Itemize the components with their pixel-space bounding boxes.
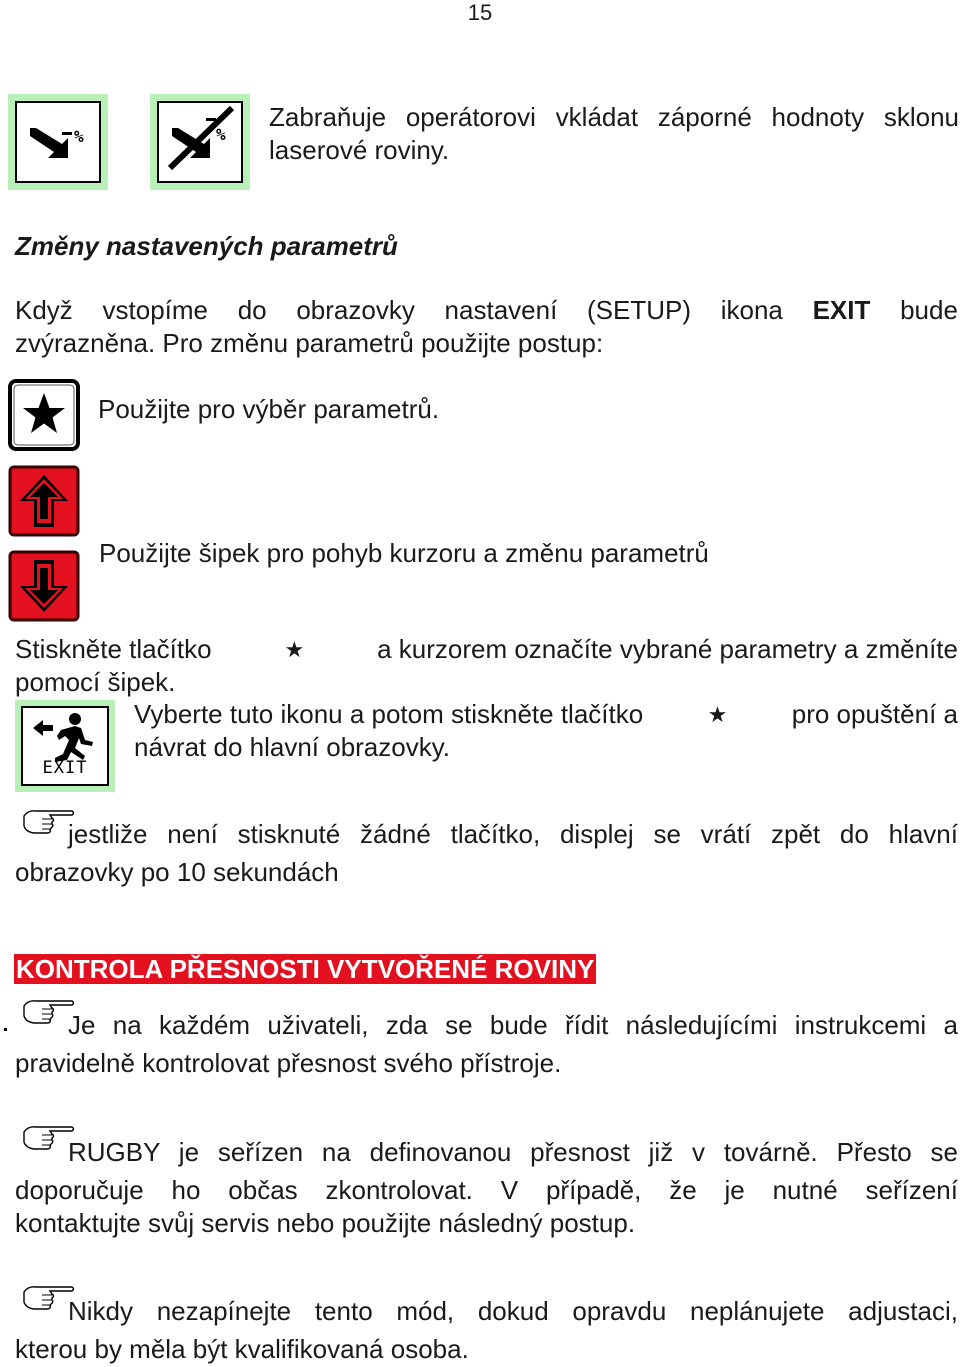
word: nastavení [444, 295, 558, 325]
word: vstopíme [102, 295, 209, 325]
note-factory-calibration-line1: RUGBY je seřízen na definovanou přesnost již v továrně. Přesto se [68, 1137, 958, 1167]
note-user-responsibility-line1: Je na každém uživateli, zda se bude řídit následujícími instrukcemi a [68, 1010, 958, 1040]
note-timeout [15, 818, 958, 889]
word: obrazovky [296, 295, 415, 325]
exit-paragraph-line2: návrat do hlavní obrazovky. [134, 732, 451, 762]
section-heading-accuracy-check [14, 953, 596, 985]
slope-description [269, 101, 959, 167]
section-heading-accuracy-check-text: KONTROLA PŘESNOSTI VYTVOŘENÉ ROVINY [16, 954, 595, 984]
section-heading-changes: Změny nastavených parametrů [15, 231, 398, 261]
note-timeout-line1: jestliže není stisknuté žádné tlačítko, displej se vrátí zpět do hlavní [68, 819, 958, 849]
setup-paragraph [15, 294, 958, 360]
star-button-icon [8, 379, 80, 451]
exit-text-b: pro opuštění a [791, 699, 958, 729]
star-cursor-text-b: a kurzorem označíte vybrané parametry a změníte [377, 634, 958, 664]
exit-icon [15, 700, 115, 792]
exit-icon-frame [21, 706, 109, 786]
word: bude [900, 295, 958, 325]
word: (SETUP) [587, 295, 691, 325]
star-cursor-paragraph-line2: pomocí šipek. [15, 667, 176, 697]
star-cursor-text-a: Stiskněte tlačítko [15, 634, 212, 664]
arrow-up-icon [8, 465, 80, 537]
note-qualified-person-line1: Nikdy nezapínejte tento mód, dokud opravdu neplánujete adjustaci, [68, 1296, 958, 1326]
note-qualified-person [15, 1295, 958, 1366]
slope-negative-disabled-icon [150, 94, 250, 190]
star-icon: ★ [707, 702, 728, 727]
note-qualified-person-line2: kterou by měla být kvalifikovaná osoba. [15, 1334, 469, 1364]
slope-description-line1: Zabraňuje operátorovi vkládat záporné hodnoty sklonu [269, 102, 959, 132]
note-factory-calibration-line2: doporučuje ho občas zkontrolovat. V případě, že je nutné seřízení [15, 1175, 958, 1205]
setup-paragraph-line2: zvýrazněna. Pro změnu parametrů použijte postup: [15, 328, 604, 358]
exit-paragraph [134, 698, 958, 764]
word: do [237, 295, 267, 325]
svg-text:%: % [216, 125, 226, 144]
star-cursor-paragraph [15, 633, 958, 699]
page-number: 15 [467, 0, 493, 25]
note-user-responsibility [15, 1009, 958, 1080]
star-cursor-paragraph-line1 [15, 633, 958, 666]
note-user-responsibility-line2: pravidelně kontrolovat přesnost svého přístroje. [15, 1048, 562, 1078]
arrow-down-icon [8, 550, 80, 622]
slope-description-line2: laserové roviny. [269, 135, 450, 165]
exit-word: EXIT [812, 295, 871, 325]
exit-paragraph-line1 [134, 698, 958, 731]
svg-text:%: % [74, 127, 84, 146]
exit-text-a: Vyberte tuto ikonu a potom stiskněte tlačítko [134, 699, 644, 729]
note-factory-calibration-line3: kontaktujte svůj servis nebo použijte následný postup. [15, 1208, 636, 1238]
star-icon: ★ [284, 637, 305, 662]
exit-icon-label: EXIT [42, 758, 88, 778]
small-dot [4, 1028, 7, 1031]
word: ikona [720, 295, 783, 325]
note-factory-calibration [15, 1136, 958, 1240]
setup-paragraph-line1 [15, 294, 958, 327]
word: Když [15, 295, 73, 325]
star-button-description: Použijte pro výběr parametrů. [98, 394, 440, 424]
slope-negative-icon [8, 94, 108, 190]
arrow-buttons-description: Použijte šipek pro pohyb kurzoru a změnu parametrů [99, 538, 709, 568]
note-timeout-line2: obrazovky po 10 sekundách [15, 857, 339, 887]
